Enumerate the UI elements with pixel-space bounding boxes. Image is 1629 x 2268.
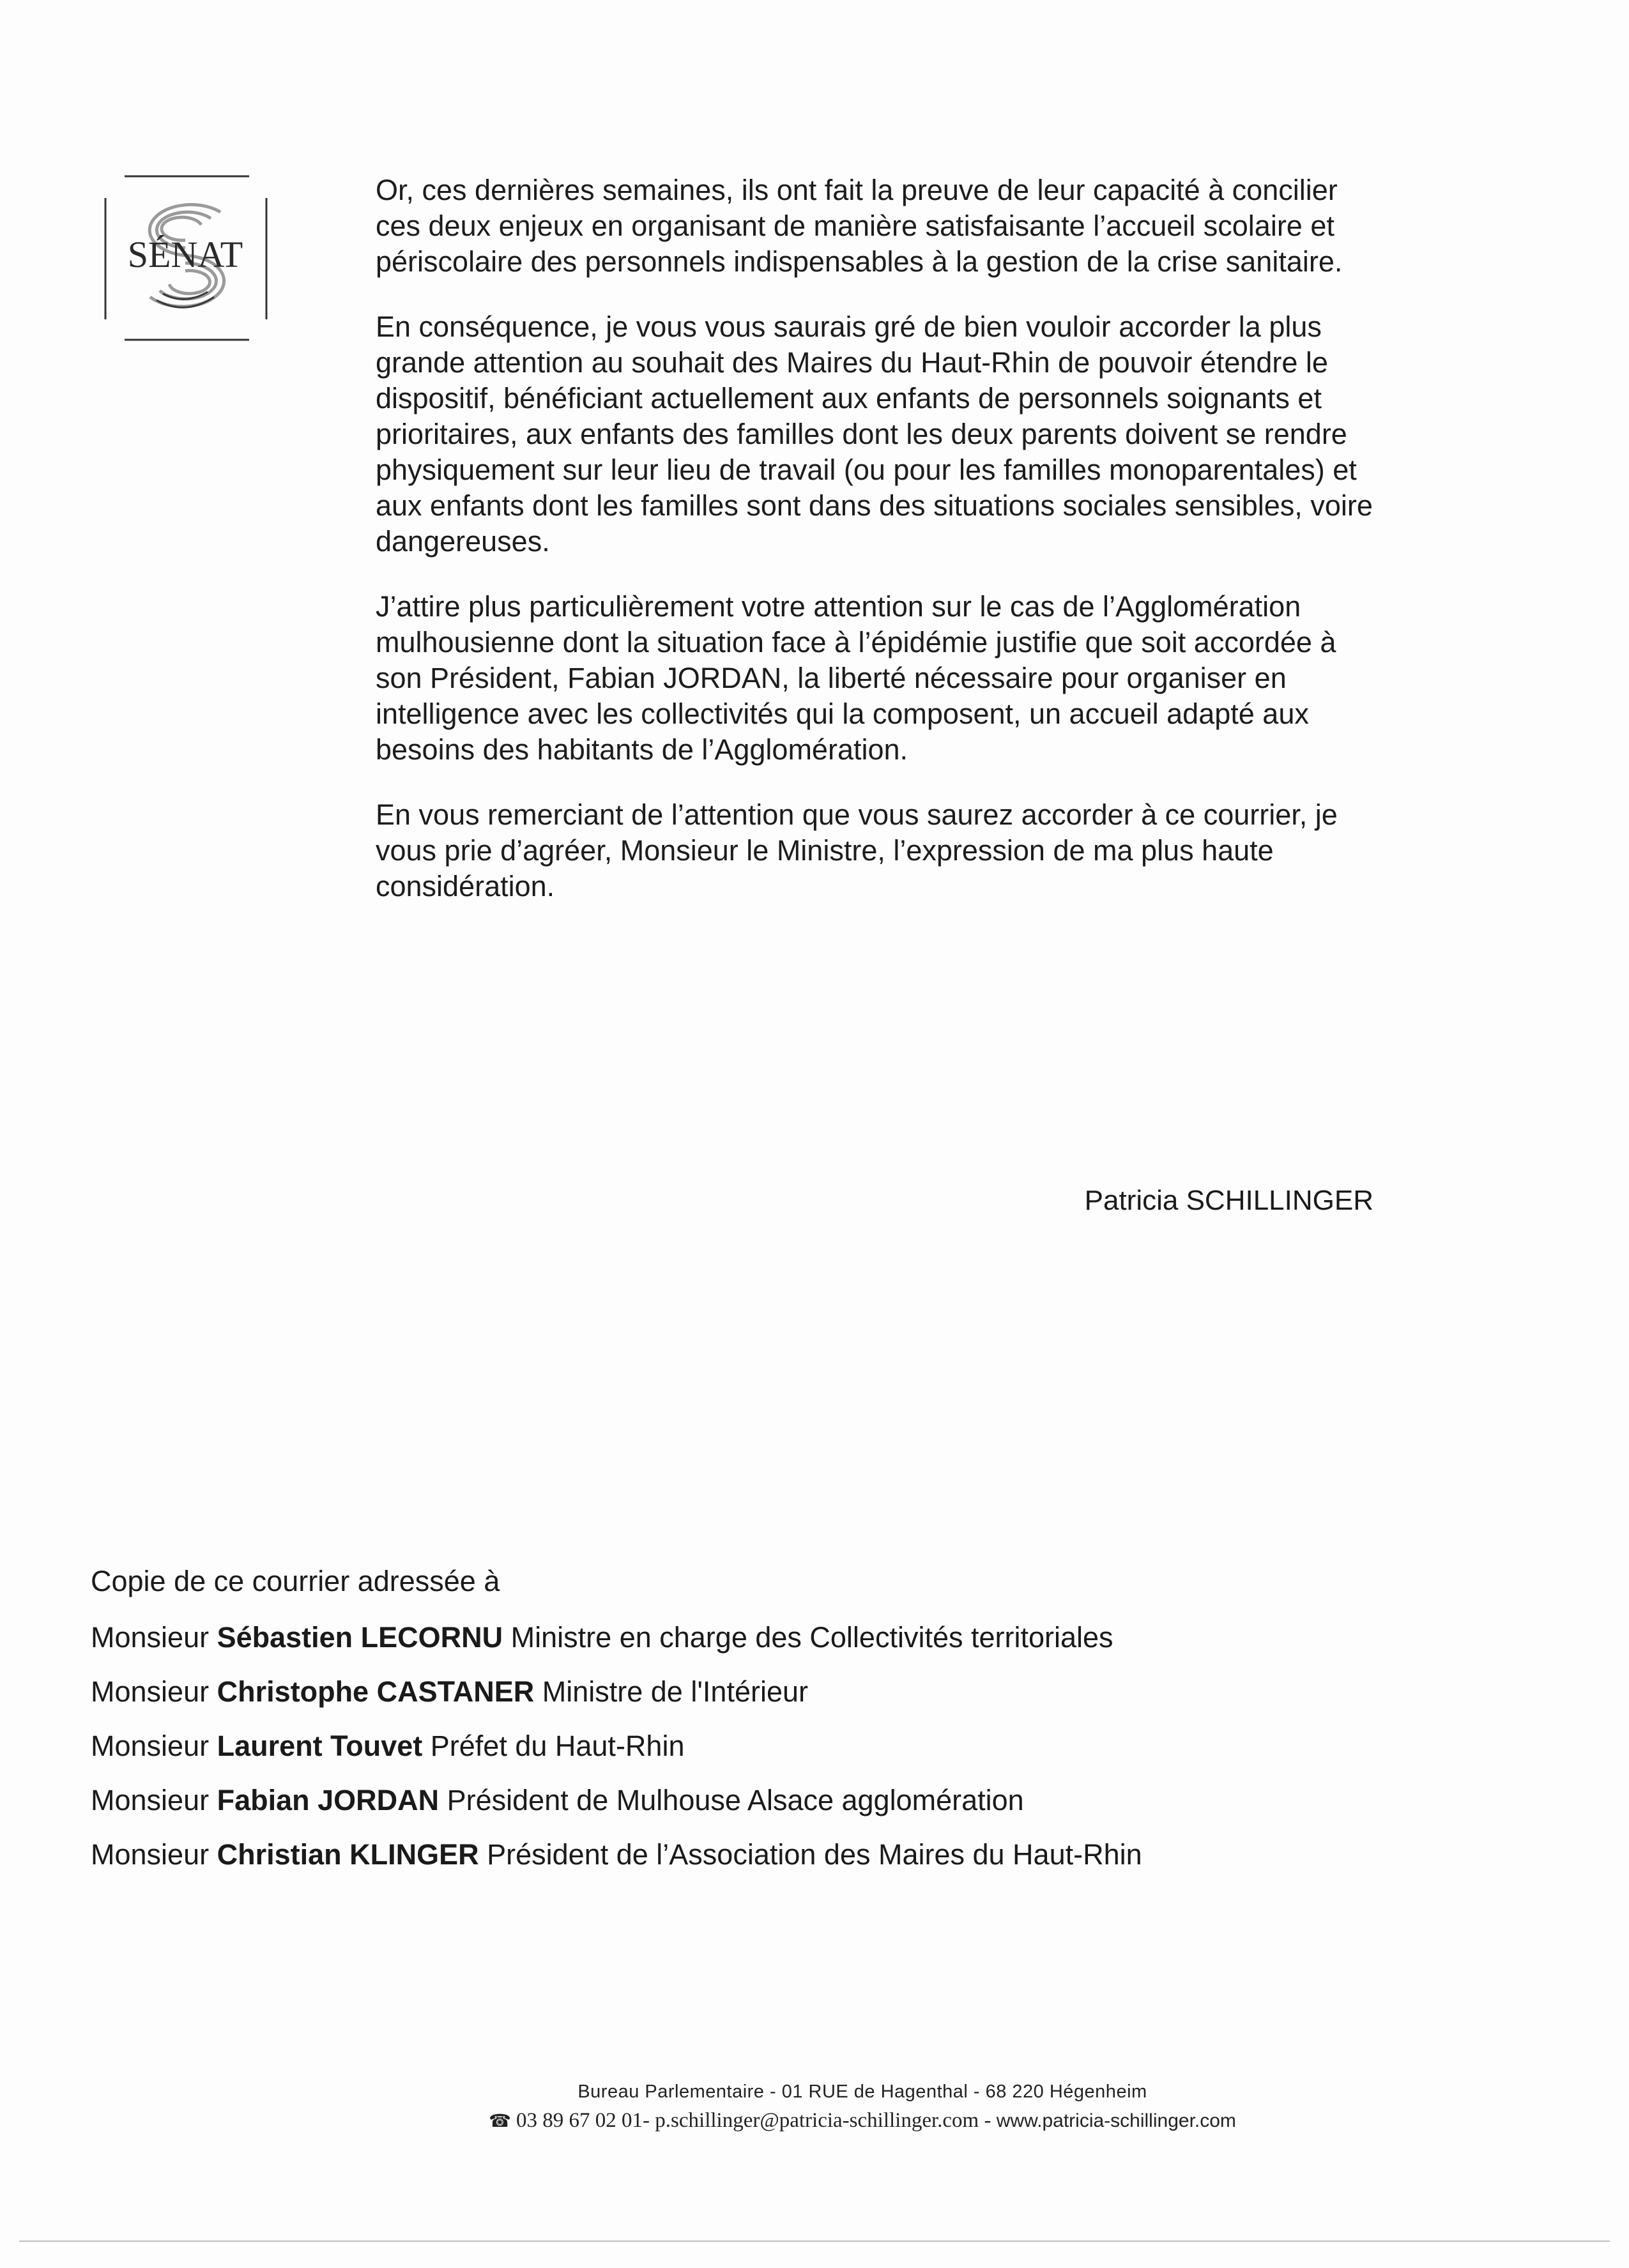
recipient-prefix: Monsieur <box>91 1675 217 1708</box>
paragraph: Or, ces dernières semaines, ils ont fait la preuve de leur capacité à concilier ces deux enjeux en organisant de manière satisfaisante l’accueil scolaire et périscolaire des personnels indispensables à la gestion de la crise sanitaire. <box>376 174 1343 278</box>
telephone-icon: ☎ <box>489 2111 511 2131</box>
footer-email: p.schillinger@patricia-schillinger.com - <box>655 2109 991 2132</box>
recipient-prefix: Monsieur <box>91 1730 217 1762</box>
recipient-role: Président de l’Association des Maires du Haut-Rhin <box>478 1838 1142 1871</box>
senat-logo-icon <box>99 172 272 345</box>
letter-body <box>376 172 1385 934</box>
svg-text:SÉNAT: SÉNAT <box>127 234 243 275</box>
copy-recipient <box>91 1728 1464 1764</box>
copy-recipient <box>91 1837 1464 1873</box>
recipient-name: Sébastien LECORNU <box>217 1621 503 1654</box>
copy-recipient <box>91 1783 1464 1818</box>
footer-website: www.patricia-schillinger.com <box>996 2110 1236 2131</box>
copies-title: Copie de ce courrier adressée à <box>91 1565 500 1597</box>
recipient-name: Fabian JORDAN <box>217 1784 440 1816</box>
letter-footer <box>383 2079 1342 2135</box>
recipient-role: Ministre en charge des Collectivités territoriales <box>503 1621 1113 1654</box>
recipient-prefix: Monsieur <box>91 1784 217 1816</box>
copy-recipient <box>91 1674 1464 1710</box>
recipient-role: Ministre de l'Intérieur <box>534 1675 809 1708</box>
paragraph: En vous remerciant de l’attention que vous saurez accorder à ce courrier, je vous prie d’agréer, Monsieur le Ministre, l’expression de ma plus haute considération. <box>376 798 1338 902</box>
senat-logo <box>99 172 272 345</box>
recipient-prefix: Monsieur <box>91 1621 217 1654</box>
paragraph: En conséquence, je vous vous saurais gré de bien vouloir accorder la plus grande attention au souhait des Maires du Haut-Rhin de pouvoir étendre le dispositif, bénéficiant actuellement aux enfants de personnels soignants et prioritaires, aux enfants des familles dont les deux parents doivent se rendre physiquement sur leur lieu de travail (ou pour les familles monoparentales) et aux enfants dont les familles sont dans des situations sociales sensibles, voire dangereuses. <box>376 310 1373 558</box>
recipient-role: Préfet du Haut-Rhin <box>422 1730 685 1762</box>
footer-contact <box>383 2107 1342 2135</box>
recipient-name: Christophe CASTANER <box>217 1675 535 1708</box>
recipient-prefix: Monsieur <box>91 1838 217 1871</box>
recipient-role: Président de Mulhouse Alsace agglomération <box>439 1784 1024 1816</box>
bottom-divider <box>19 2241 1610 2242</box>
copies-section <box>91 1564 1464 1891</box>
recipient-name: Christian KLINGER <box>217 1838 479 1871</box>
footer-phone: 03 89 67 02 01- <box>516 2109 650 2132</box>
signature-name: Patricia SCHILLINGER <box>1084 1185 1373 1216</box>
paragraph: J’attire plus particulièrement votre attention sur le cas de l’Agglomération mulhousienne dont la situation face à l’épidémie justifie que soit accordée à son Président, Fabian JORDAN, la liberté nécessaire pour organiser en intelligence avec les collectivités qui la composent, un accueil adapté aux besoins des habitants de l’Agglomération. <box>376 590 1336 766</box>
footer-address: Bureau Parlementaire - 01 RUE de Hagenthal - 68 220 Hégenheim <box>577 2082 1147 2102</box>
copy-recipient <box>91 1620 1464 1655</box>
recipient-name: Laurent Touvet <box>217 1730 423 1762</box>
